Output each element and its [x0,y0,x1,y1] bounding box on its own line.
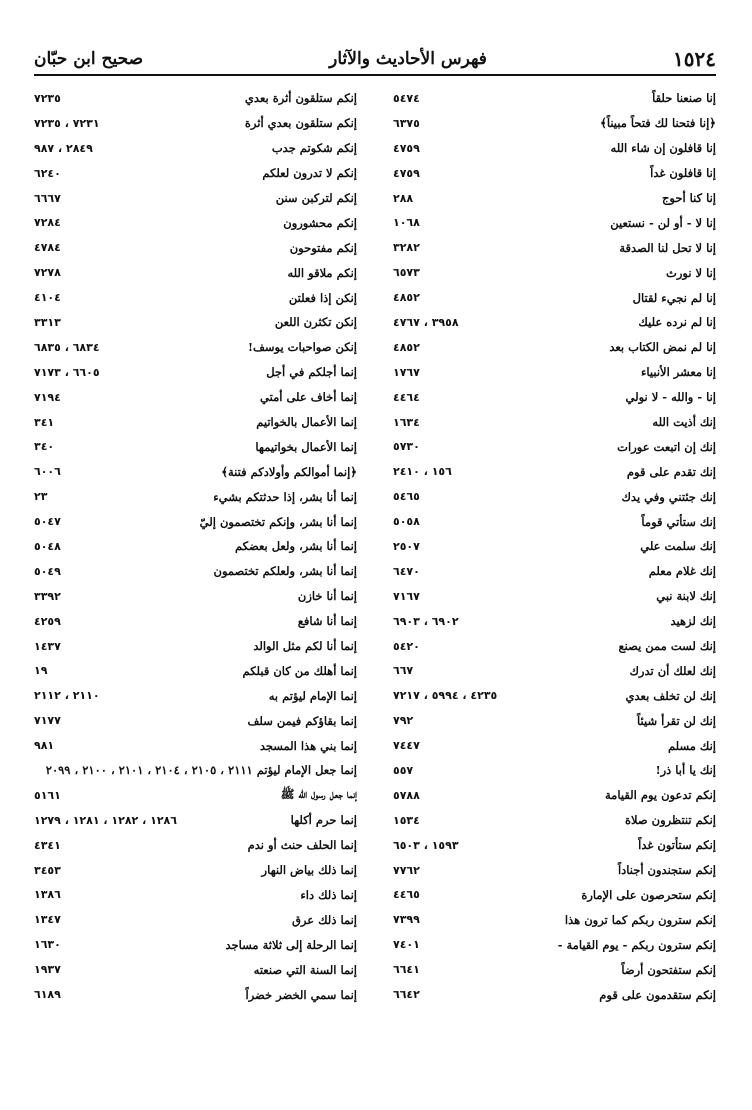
hadith-text: إنكم محشورون [283,215,357,230]
index-entry [34,534,357,559]
index-entry [393,758,716,783]
index-entry [34,484,357,509]
hadith-ref-number: ٤٢٥٩ [34,614,61,628]
page-title: فهرس الأحاديث والآثار [329,49,487,69]
index-entry [34,708,357,733]
hadith-text: إنا لم نرده عليك [638,315,716,330]
hadith-ref-number: ٤٣٤١ [34,838,61,852]
hadith-text: إنك إن اتبعت عورات [617,439,716,454]
hadith-text: إنك ستأتي قوماً [641,514,716,529]
index-entry [34,434,357,459]
hadith-ref-number: ٤٢٣٥ ، ٥٩٩٤ ، ٧٢١٧ [393,689,498,703]
index-entry [393,982,716,1007]
index-entry [34,559,357,584]
index-entry [393,658,716,683]
hadith-ref-number: ٤٧٥٩ [393,141,420,155]
hadith-text: إنما سمي الخضر خضراً [245,987,357,1002]
hadith-text: إنا - والله - لا نولي [625,390,716,405]
hadith-text: إنكم ستأتون غداً [638,838,716,853]
hadith-ref-number: ٥٠٤٨ [34,539,61,553]
index-entry [34,136,357,161]
hadith-ref-number: ١٥٩٣ ، ٦٥٠٣ [393,838,459,852]
index-entry [393,509,716,534]
hadith-ref-number: ٥٠٤٩ [34,564,61,578]
hadith-ref-number: ٣٤٠ [34,440,55,454]
index-entry [393,783,716,808]
hadith-ref-number: ٥١٦١ [34,788,61,802]
hadith-ref-number: ٦٦٤٢ [393,988,420,1001]
hadith-ref-number: ٩٨١ [34,739,55,753]
hadith-ref-number: ٤٤٦٤ [393,390,420,404]
index-entry [34,982,357,1007]
index-entry [393,459,716,484]
hadith-ref-number: ٦٦٤١ [393,963,420,977]
index-entry [34,285,357,310]
hadith-ref-number: ٥٠٥٨ [393,515,420,529]
hadith-text: إنا قافلون إن شاء الله [610,141,716,156]
hadith-text: إنكم شكوتم جدب [271,141,357,156]
index-entry [393,484,716,509]
hadith-ref-number: ٥٧٣٠ [393,440,420,454]
hadith-text: إنما أنا بشر، وإنكم تختصمون إليّ [199,514,357,529]
index-entry [34,111,357,136]
hadith-ref-number: ١٤٣٧ [34,639,61,653]
hadith-text: إنكم ستقدمون على قوم [599,987,716,1002]
hadith-ref-number: ٤١٠٤ [34,291,61,305]
index-entry [393,111,716,136]
hadith-ref-number: ٧٢٣٥ [34,91,61,105]
hadith-text: إنكم ملاقو الله [287,265,357,280]
hadith-ref-number: ٣٣١٣ [34,315,61,329]
index-entry [393,808,716,833]
hadith-ref-number: ٤٧٥٩ [393,166,420,180]
index-entry [34,758,357,783]
index-entry [393,360,716,385]
hadith-text: إنما أنا شافع [297,614,357,629]
hadith-ref-number: ٦٨٣٤ ، ٦٨٣٥ [34,340,100,354]
hadith-text: إنا لا تحل لنا الصدقة [619,240,716,255]
hadith-ref-number: ١٢٨٦ ، ١٢٨٢ ، ١٢٨١ ، ١٢٧٩ [34,813,177,827]
hadith-ref-number: ١٥٣٤ [393,813,420,827]
hadith-ref-number: ٧٣٩٩ [393,913,420,927]
index-entry [393,534,716,559]
hadith-ref-number: ٣٣٩٢ [34,589,61,603]
hadith-text: إنما بقاؤكم فيمن سلف [247,713,357,728]
hadith-text: إنك لن تقرأ شيئاً [637,713,716,728]
hadith-ref-number: ٣٩٥٨ ، ٤٧٦٧ [393,315,459,329]
hadith-text: إنك لن تخلف بعدي [625,688,716,703]
index-entry [34,584,357,609]
hadith-text: إنكم ستجندون أجناداً [617,863,716,878]
hadith-ref-number: ٧٢٧٨ [34,266,61,280]
index-entry [393,733,716,758]
index-entry [393,932,716,957]
index-entry [34,658,357,683]
index-entry [393,609,716,634]
hadith-ref-number: ١٦٣٤ [393,415,420,429]
index-entry [34,410,357,435]
hadith-ref-number: ٣٢٨٢ [393,241,420,255]
hadith-ref-number: ٤٧٨٤ [34,241,61,255]
index-entry [393,86,716,111]
hadith-text: إنما أنا بشر، إذا حدثتكم بشيء [213,489,357,504]
hadith-text: إنما جعل رسول الله ﷺ [280,786,357,801]
hadith-text: إنما أخاف على أمتي [260,390,357,405]
hadith-text: إنكن تكثرن اللعن [274,315,357,330]
hadith-text: إنما جعل الإمام ليؤتم ٢١١١ ، ٢١٠٥ ، ٢١٠٤ ، ٢١٠١ ، ٢١٠٠ ، ٢٠٩٩ [45,763,357,778]
hadith-text: إنما أنا بشر، ولعل بعضكم [234,539,357,554]
index-entry [34,260,357,285]
hadith-ref-number: ٦٣٧٥ [393,116,420,130]
hadith-ref-number: ٦٦٠٥ ، ٧١٧٣ [34,365,100,379]
index-entry [393,634,716,659]
hadith-text: إنا لم نجيء لقتال [632,290,716,305]
index-entry [393,285,716,310]
hadith-ref-number: ٧١٧٧ [34,714,61,728]
hadith-text: إنك جئتني وفي يدك [621,489,716,504]
index-entry [393,708,716,733]
index-entry [34,186,357,211]
hadith-ref-number: ٥٠٤٧ [34,515,61,529]
hadith-ref-number: ١٥٦ ، ٢٤١٠ [393,465,452,479]
hadith-ref-number: ٢٨٨ [393,191,414,205]
hadith-ref-number: ٥٥٧ [393,763,414,777]
hadith-text: إنكم ستفتحون أرضاً [621,962,716,977]
hadith-text: إنما ذلك داء [300,887,357,902]
index-entry [393,136,716,161]
index-entry [34,808,357,833]
hadith-text: إنكم ستلقون أثرة بعدي [244,91,357,106]
hadith-ref-number: ٥٤٧٤ [393,91,420,105]
index-entry [393,833,716,858]
index-entry [393,559,716,584]
hadith-text: إنما الرحلة إلى ثلاثة مساجد [225,937,357,952]
hadith-text: إنكم لتركبن سنن [275,191,357,205]
hadith-text: إنما بني هذا المسجد [259,738,357,753]
hadith-ref-number: ٦٩٠٢ ، ٦٩٠٣ [393,614,459,628]
index-entry [34,86,357,111]
hadith-ref-number: ١٩ [34,664,48,678]
hadith-text: إنما الحلف حنث أو ندم [247,838,357,853]
hadith-text: إنك لزهيد [670,614,716,629]
hadith-text: إنما الإمام ليؤتم به [268,688,357,703]
hadith-ref-number: ٧٢٣١ ، ٧٢٣٥ [34,116,100,130]
index-entry [393,310,716,335]
index-entry [34,833,357,858]
hadith-text: ﴿إنما أموالكم وأولادكم فتنة﴾ [221,464,357,479]
hadith-text: إنكم مفتوحون [289,240,357,255]
hadith-text: إنا كنا أحوج [661,191,716,205]
hadith-ref-number: ٧١٩٤ [34,390,61,404]
right-column [393,86,716,1086]
hadith-ref-number: ٣٤٥٣ [34,863,61,877]
hadith-text: إنا لم نمض الكتاب بعد [609,340,716,355]
hadith-text: إنكن صواحبات يوسف! [247,340,357,355]
hadith-ref-number: ٦١٨٩ [34,988,61,1001]
hadith-ref-number: ٧٩٢ [393,714,414,728]
index-entry [393,235,716,260]
hadith-text: إنا قافلون غداً [650,166,716,181]
hadith-text: إنك غلام معلم [648,564,716,579]
index-entry [34,957,357,982]
hadith-ref-number: ٣٤١ [34,415,55,429]
book-title: صحيح ابن حبّان [34,49,144,69]
hadith-text: إنا لا نورث [666,265,716,280]
index-entry [393,907,716,932]
hadith-text: إنما ذلك بياض النهار [261,863,357,878]
index-entry [393,410,716,435]
index-columns [34,86,716,1086]
index-entry [393,385,716,410]
hadith-text: إنا لا - أو لن - نستعين [610,215,716,230]
index-entry [34,634,357,659]
hadith-ref-number: ١٩٣٧ [34,963,61,977]
index-entry [393,186,716,211]
index-entry [34,235,357,260]
index-entry [393,957,716,982]
hadith-ref-number: ٧١٦٧ [393,589,420,603]
hadith-ref-number: ٥٤٢٠ [393,639,420,653]
hadith-text: إنما أهلك من كان قبلكم [242,663,357,678]
hadith-ref-number: ٢٨٤٩ ، ٩٨٧ [34,141,93,155]
hadith-text: إنكم سترون ربكم - يوم القيامة - [557,937,716,952]
index-entry [34,932,357,957]
hadith-ref-number: ٤٨٥٢ [393,291,420,305]
hadith-text: إنما أجلكم في أجل [266,365,357,380]
hadith-text: إنما أنا بشر، ولعلكم تختصمون [213,564,357,579]
index-entry [34,509,357,534]
hadith-ref-number: ٦٠٠٦ [34,465,61,479]
index-entry [34,883,357,908]
hadith-ref-number: ٤٤٦٥ [393,888,420,902]
hadith-text: إنما أنا لكم مثل الوالد [253,639,357,654]
left-column [34,86,357,1086]
hadith-text: إنك سلمت علي [640,539,716,554]
hadith-text: إنا صنعنا حلقاً [652,91,716,106]
index-entry [34,335,357,360]
hadith-text: إنك أذيت الله [652,415,716,430]
hadith-ref-number: ٧٢٨٤ [34,216,61,230]
hadith-ref-number: ١٧٦٧ [393,365,420,379]
index-entry [34,161,357,186]
hadith-ref-number: ٢٣ [34,490,48,504]
hadith-text: إنما ذلك عرق [291,912,357,927]
hadith-text: إنكم تنتظرون صلاة [625,813,716,828]
index-entry [34,609,357,634]
index-entry [34,733,357,758]
hadith-ref-number: ١٦٣٠ [34,938,61,952]
hadith-ref-number: ٧٧٦٢ [393,863,420,877]
hadith-ref-number: ٢٥٠٧ [393,539,420,553]
index-entry [393,883,716,908]
hadith-text: ﴿إنا فتحنا لك فتحاً مبيناً﴾ [600,116,716,131]
index-entry [34,310,357,335]
hadith-text: إنك يا أبا ذر! [655,763,716,778]
index-entry [393,260,716,285]
index-entry [393,210,716,235]
hadith-text: إنما السنة التي صنعته [253,962,357,977]
hadith-text: إنك مسلم [668,738,716,753]
page-header [34,44,716,76]
index-entry [393,161,716,186]
hadith-ref-number: ٦٢٤٠ [34,166,61,180]
index-entry [34,360,357,385]
hadith-ref-number: ٥٧٨٨ [393,788,420,802]
hadith-ref-number: ١٣٤٧ [34,913,61,927]
hadith-text: إنكم سترون ربكم كما ترون هذا [564,912,716,927]
hadith-text: إنكم ستلقون بعدي أثرة [244,116,357,131]
page-number: ١٥٢٤ [673,47,716,71]
hadith-ref-number: ٦٥٧٣ [393,266,420,280]
index-entry [34,783,357,808]
hadith-text: إنما الأعمال بالخواتيم [256,415,357,430]
hadith-ref-number: ٧٤٠١ [393,938,420,952]
hadith-text: إنا معشر الأنبياء [640,365,716,380]
hadith-ref-number: ٥٤٦٥ [393,490,420,504]
index-entry [393,335,716,360]
index-entry [34,459,357,484]
hadith-text: إنك لعلك أن تدرك [629,663,716,678]
hadith-ref-number: ٢١١٠ ، ٢١١٢ [34,689,100,703]
hadith-text: إنما الأعمال بخواتيمها [255,439,357,454]
index-entry [34,385,357,410]
hadith-ref-number: ٤٨٥٢ [393,340,420,354]
index-entry [393,584,716,609]
hadith-text: إنما أنا خازن [297,589,357,604]
hadith-ref-number: ٦٦٦٧ [34,191,61,205]
index-entry [393,683,716,708]
hadith-text: إنك لابنة نبي [656,589,716,604]
index-entry [34,210,357,235]
hadith-text: إنكم تدعون يوم القيامة [605,788,716,803]
hadith-ref-number: ١٠٦٨ [393,216,420,230]
hadith-text: إنك لست ممن يصنع [618,639,716,654]
hadith-ref-number: ٧٤٤٧ [393,739,420,753]
hadith-text: إنما حرم أكلها [290,813,357,828]
index-entry [34,683,357,708]
hadith-text: إنك تقدم على قوم [626,464,716,479]
hadith-ref-number: ١٣٨٦ [34,888,61,902]
hadith-ref-number: ٦٤٧٠ [393,564,420,578]
hadith-text: إنكم لا تدرون لعلكم [262,166,357,181]
index-entry [393,434,716,459]
index-entry [34,858,357,883]
hadith-ref-number: ٦٦٧ [393,664,414,678]
index-entry [393,858,716,883]
hadith-text: إنكم ستحرصون على الإمارة [581,887,716,902]
hadith-text: إنكن إذا فعلتن [288,290,357,305]
index-entry [34,907,357,932]
